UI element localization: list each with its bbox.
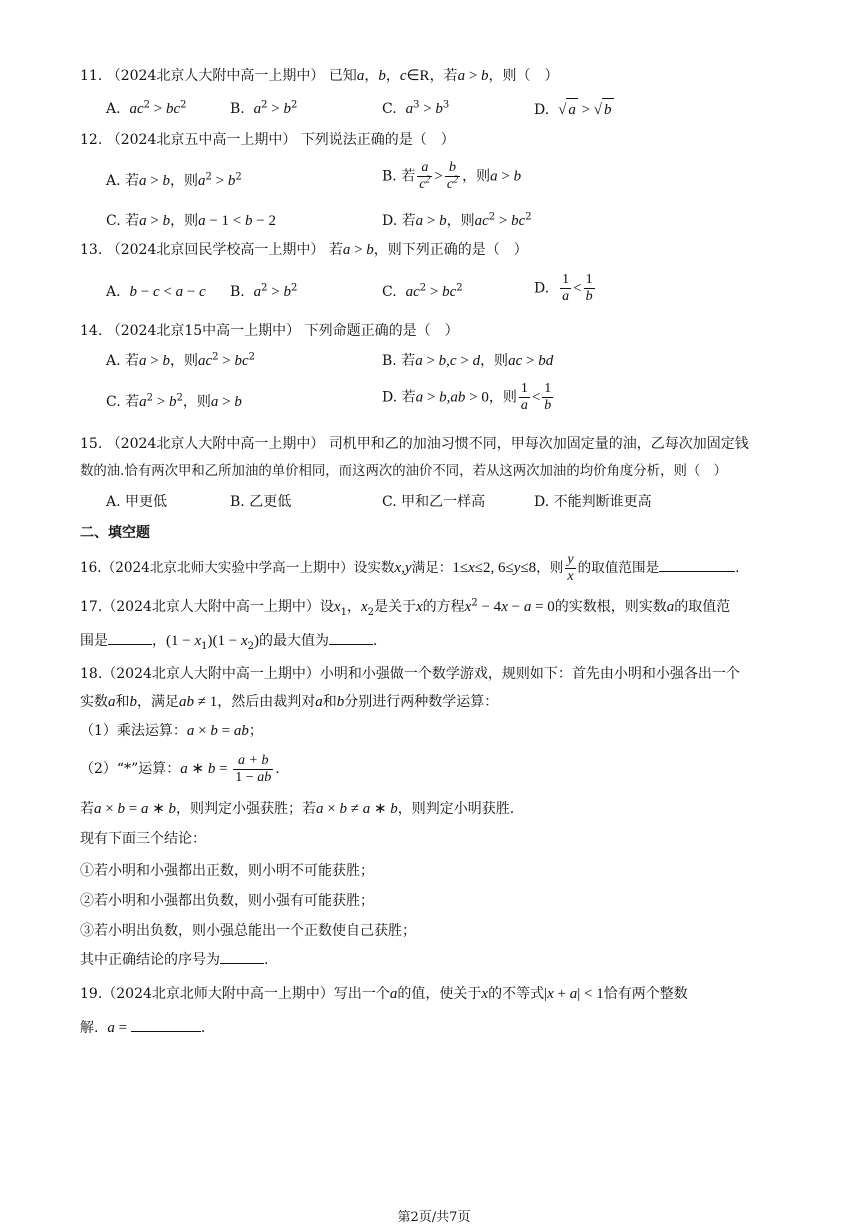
question-source: （2024北京人大附中高一上期中） bbox=[102, 599, 320, 615]
q14-option-a: A. 若a > b，则$ac^2 > bc^2$ bbox=[106, 351, 256, 369]
answer-blank[interactable] bbox=[108, 631, 152, 645]
question-19-stem-line2: 解. a = . bbox=[80, 1020, 206, 1036]
q11-option-d: D. √ a > √ b bbox=[534, 98, 614, 121]
q14-option-d: D. 若a > b,ab > 0，则 $\frac{1}{a}$ < $\frac{1}{b}$ bbox=[382, 381, 552, 413]
conclusion-1: ①若小明和小强都出正数，则小明不可能获胜； bbox=[80, 863, 374, 879]
section-heading-fill-in: 二、填空题 bbox=[80, 525, 150, 541]
q13-option-a: A. b − c < a − c bbox=[106, 284, 206, 300]
question-17-stem-line2: 围是 ，$(1 - x_1)(1 - x_2)$的最大值为 . bbox=[80, 633, 378, 652]
question-source: （2024北京五中高一上期中） bbox=[106, 132, 297, 148]
question-16-stem: 16.（2024北京北师大实验中学高一上期中）设实数x,y满足：1≤x≤2, 6≤y≤8，则 $\frac{y}{x}$ 的取值范围是 . bbox=[80, 552, 740, 584]
question-number: 18. bbox=[80, 666, 103, 682]
q12-option-d: D. 若a > b，则$ac^2 > bc^2$ bbox=[382, 211, 532, 229]
rule-multiplication: （1）乘法运算：a × b = ab； bbox=[80, 723, 263, 739]
q15-option-b: B. 乙更低 bbox=[230, 494, 292, 510]
question-15-stem-line1: 15. （2024北京人大附中高一上期中） 司机甲和乙的加油习惯不同，甲每次加固定量的油，乙每次加固定钱 bbox=[80, 436, 749, 452]
q15-option-c: C. 甲和乙一样高 bbox=[382, 494, 486, 510]
question-11-stem: 11. （2024北京人大附中高一上期中） 已知a，b，c∈R，若a > b，则（ ） bbox=[80, 68, 559, 84]
q11-option-a: A. $ac^2 > bc^2$ bbox=[106, 99, 187, 117]
conclusion-3: ③若小明出负数，则小强总能出一个正数使自己获胜； bbox=[80, 923, 416, 939]
question-18-ask: 其中正确结论的序号为 . bbox=[80, 952, 269, 968]
question-source: （2024北京人大附中高一上期中） bbox=[102, 666, 320, 682]
question-19-stem-line1: 19.（2024北京北师大附中高一上期中）写出一个a的值，使关于x的不等式|x + a| < 1恰有两个整数 bbox=[80, 986, 688, 1002]
answer-blank[interactable] bbox=[329, 631, 373, 645]
question-18-stem-line1: 18.（2024北京人大附中高一上期中）小明和小强做一个数学游戏，规则如下：首先由小明和小强各出一个 bbox=[80, 666, 740, 682]
question-number: 13. bbox=[80, 242, 103, 258]
q12-option-a: A. 若a > b，则$a^2 > b^2$ bbox=[106, 171, 242, 189]
question-number: 14. bbox=[80, 323, 103, 339]
q13-option-b: B. $a^2 > b^2$ bbox=[230, 282, 298, 300]
q12-option-b: B. 若 $\frac{a}{c^2}$ > $\frac{b}{c^2}$ ，则a > b bbox=[382, 160, 522, 192]
q13-option-d: D. $\frac{1}{a}$ < $\frac{1}{b}$ bbox=[534, 272, 593, 304]
question-14-stem: 14. （2024北京15中高一上期中） 下列命题正确的是（ ） bbox=[80, 323, 459, 339]
q14-option-b: B. 若a > b,c > d，则ac > bd bbox=[382, 353, 554, 369]
question-source: （2024北京北师大附中高一上期中） bbox=[102, 986, 334, 1002]
question-17-stem-line1: 17.（2024北京人大附中高一上期中）设$x_1$，$x_2$是关于x的方程$x^2 - 4x - a = 0$的实数根，则实数a的取值范 bbox=[80, 597, 731, 618]
answer-blank[interactable] bbox=[220, 950, 264, 964]
question-source: （2024北京北师大实验中学高一上期中） bbox=[101, 560, 354, 576]
question-number: 11. bbox=[80, 68, 103, 84]
conclusion-2: ②若小明和小强都出负数，则小强有可能获胜； bbox=[80, 893, 374, 909]
question-source: （2024北京人大附中高一上期中） bbox=[106, 68, 325, 84]
question-number: 16. bbox=[80, 560, 102, 576]
question-number: 12. bbox=[80, 132, 103, 148]
answer-blank[interactable] bbox=[659, 558, 735, 572]
question-source: （2024北京人大附中高一上期中） bbox=[106, 436, 325, 452]
question-15-stem-line2: 数的油.恰有两次甲和乙所加油的单价相同，而这两次的油价不同，若从这两次加油的均价角度分析，则（ ） bbox=[80, 464, 728, 479]
question-18-stem-line2: 实数a和b，满足ab ≠ 1，然后由裁判对a和b分别进行两种数学运算： bbox=[80, 694, 499, 710]
judge-rule: 若a × b = a ∗ b，则判定小强获胜；若a × b ≠ a ∗ b，则判定小明获胜. bbox=[80, 801, 515, 817]
q11-option-b: B. $a^2 > b^2$ bbox=[230, 99, 298, 117]
rule-star: （2）“*”运算：a ∗ b = $\frac{a + b}{1 - ab}$ . bbox=[80, 752, 280, 785]
question-13-stem: 13. （2024北京回民学校高一上期中） 若a > b，则下列正确的是（ ） bbox=[80, 242, 528, 258]
question-source: （2024北京15中高一上期中） bbox=[106, 323, 301, 339]
question-source: （2024北京回民学校高一上期中） bbox=[106, 242, 325, 258]
page-footer: 第2页/共7页 bbox=[397, 1210, 471, 1225]
q15-option-a: A. 甲更低 bbox=[106, 494, 168, 510]
question-number: 17. bbox=[80, 599, 103, 615]
conclusions-intro: 现有下面三个结论： bbox=[80, 831, 206, 847]
q14-option-c: C. 若$a^2 > b^2$，则a > b bbox=[106, 392, 242, 410]
question-number: 15. bbox=[80, 436, 103, 452]
answer-blank[interactable] bbox=[131, 1018, 201, 1032]
question-12-stem: 12. （2024北京五中高一上期中） 下列说法正确的是（ ） bbox=[80, 132, 455, 148]
q12-option-c: C. 若a > b，则a − 1 < b − 2 bbox=[106, 213, 276, 229]
q11-option-c: C. $a^3 > b^3$ bbox=[382, 99, 450, 117]
q15-option-d: D. 不能判断谁更高 bbox=[534, 494, 652, 510]
question-number: 19. bbox=[80, 986, 103, 1002]
q13-option-c: C. $ac^2 > bc^2$ bbox=[382, 282, 463, 300]
